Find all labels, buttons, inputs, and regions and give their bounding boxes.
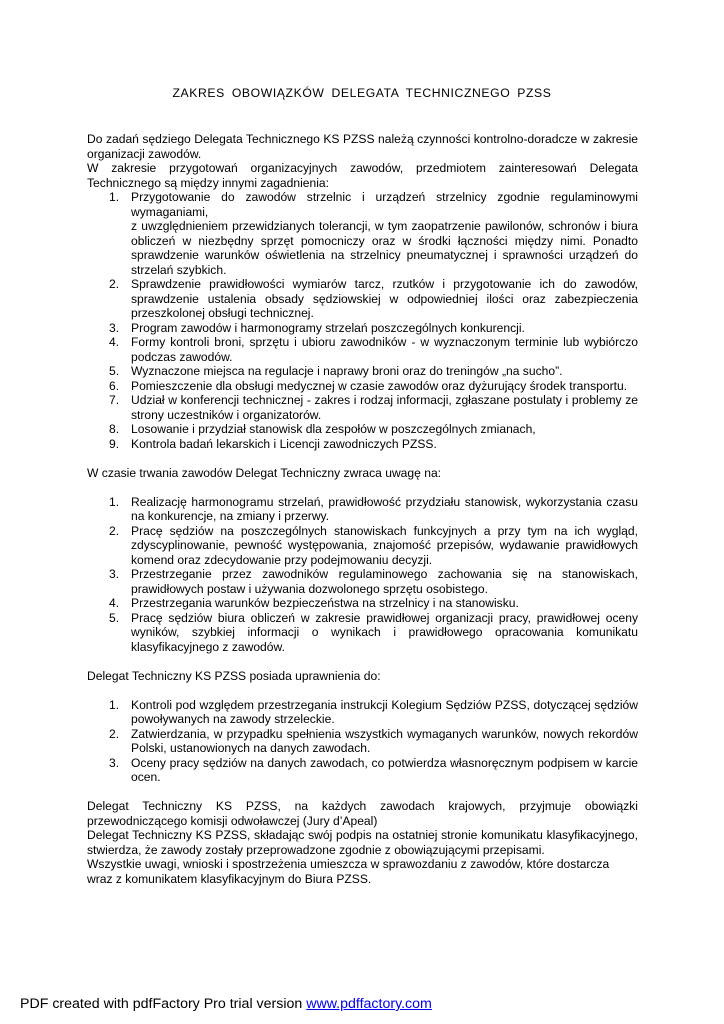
- list-item: [87, 422, 638, 437]
- list-item-text: Zatwierdzania, w przypadku spełnienia wszystkich wymaganych warunków, nowych rekordów Polski, ustanowionych na danych zawodach.: [131, 726, 638, 755]
- list-number: 5.: [109, 364, 120, 378]
- list-item: [87, 393, 638, 422]
- list-item-text: Kontrola badań lekarskich i Licencji zawodniczych PZSS.: [131, 436, 437, 451]
- list-number: 1.: [109, 494, 120, 509]
- list-item: [87, 495, 638, 524]
- list-item: [87, 698, 638, 727]
- list-item-text: Program zawodów i harmonogramy strzelań poszczególnych konkurencji.: [131, 320, 525, 335]
- list-item: [87, 379, 638, 394]
- list-item-text: Udział w konferencji technicznej - zakres i rodzaj informacji, zgłaszane postulaty i problemy ze strony uczestników i organizatorów.: [131, 393, 638, 422]
- list-item-text: Sprawdzenie prawidłowości wymiarów tarcz, rzutków i przygotowanie ich do zawodów, sprawdzenie ustalenia obsady sędziowskiej w odpowiedniej ilości oraz zabezpieczenia przeszkolonej obsługi technicznej.: [131, 277, 638, 320]
- list-item-text: Przestrzegania warunków bezpieczeństwa na strzelnicy i na stanowisku.: [131, 596, 519, 610]
- list-item: [87, 321, 638, 336]
- list-item-continuation: z uwzględnieniem przewidzianych tolerancji, w tym zaopatrzenie pawilonów, schronów i biura obliczeń w niezbędny sprzęt pomocniczy oraz w środki łączności między nimi. Ponadto sprawdzenie warunków oświetlenia na strzelnicy pneumatycznej i sprawności urządzeń do strzelań szybkich.: [131, 219, 638, 277]
- powers-list: [87, 698, 638, 785]
- intro-paragraph-1: Do zadań sędziego Delegata Technicznego KS PZSS należą czynności kontrolno-doradcze w zakresie organizacji zawodów.: [87, 132, 638, 161]
- list-number: 5.: [109, 610, 120, 625]
- pdffactory-link[interactable]: www.pdffactory.com: [306, 996, 432, 1012]
- list-item-text: Realizację harmonogramu strzelań, prawidłowość przydziału stanowisk, wykorzystania czasu na konkurencje, na zmiany i przerwy.: [131, 494, 638, 523]
- list-item: [87, 567, 638, 596]
- list-item-text: Oceny pracy sędziów na danych zawodach, co potwierdza własnoręcznym podpisem w karcie ocen.: [131, 755, 638, 784]
- list-item: [87, 190, 638, 277]
- closing-paragraph-1: Delegat Techniczny KS PZSS, na każdych zawodach krajowych, przyjmuje obowiązki przewodniczącego komisji odwoławczej (Jury d’Apeal): [87, 799, 638, 828]
- list-item-text: Pracę sędziów biura obliczeń w zakresie prawidłowej organizacji pracy, prawidłowej oceny wyników, szybkiej informacji o wynikach i prawidłowego opracowania komunikatu klasyfikacyjnego z zawodów.: [131, 610, 638, 654]
- list-number: 4.: [109, 596, 120, 610]
- list-number: 6.: [109, 378, 120, 393]
- list-item-text: Przygotowanie do zawodów strzelnic i urządzeń strzelnicy zgodnie regulaminowymi wymaganiami,: [131, 190, 638, 219]
- document-title: ZAKRES OBOWIĄZKÓW DELEGATA TECHNICZNEGO PZSS: [172, 86, 552, 100]
- list-number: 9.: [109, 436, 120, 451]
- document-body: [87, 132, 638, 886]
- during-competition-list: [87, 495, 638, 655]
- list-item-text: Przestrzeganie przez zawodników regulaminowego zachowania się na stanowiskach, prawidłowych postaw i używania dozwolonego sprzętu osobistego.: [131, 567, 638, 596]
- list-number: 4.: [109, 335, 120, 349]
- closing-paragraph-2: Delegat Techniczny KS PZSS, składając swój podpis na ostatniej stronie komunikatu klasyfikacyjnego, stwierdza, że zawody zostały przeprowadzone zgodnie z obowiązującymi przepisami.: [87, 828, 638, 857]
- footer-text: PDF created with pdfFactory Pro trial version: [20, 996, 307, 1012]
- list-number: 3.: [109, 320, 120, 335]
- list-number: 8.: [109, 422, 120, 436]
- list-item-text: Pracę sędziów na poszczególnych stanowiskach funkcyjnych a przy tym na ich wygląd, zdyscyplinowanie, pewność występowania, znajomość przepisów, wydawanie prawidłowych komend oraz zdecydowanie przy podejmowaniu decyzji.: [131, 523, 638, 567]
- list-number: 2.: [109, 277, 120, 291]
- list-item: [87, 335, 638, 364]
- closing-paragraph-4: wraz z komunikatem klasyfikacyjnym do Biura PZSS.: [87, 871, 372, 886]
- list-number: 2.: [109, 726, 120, 741]
- section-3-heading: Delegat Techniczny KS PZSS posiada uprawnienia do:: [87, 668, 381, 683]
- list-item-text: Wyznaczone miejsca na regulacje i naprawy broni oraz do treningów „na sucho”.: [131, 364, 563, 378]
- list-item: [87, 756, 638, 785]
- list-number: 3.: [109, 755, 120, 770]
- closing-paragraph-3: Wszystkie uwagi, wnioski i spostrzeżenia umieszcza w sprawozdaniu z zawodów, które dostarcza: [87, 857, 610, 871]
- list-item: [87, 277, 638, 321]
- intro-paragraph-2: W zakresie przygotowań organizacyjnych zawodów, przedmiotem zainteresowań Delegata Technicznego są między innymi zagadnienia:: [87, 161, 638, 190]
- list-item-text: Pomieszczenie dla obsługi medycznej w czasie zawodów oraz dyżurujący środek transportu.: [131, 378, 628, 393]
- list-item-text: Kontroli pod względem przestrzegania instrukcji Kolegium Sędziów PZSS, dotyczącej sędziów powoływanych na zawody strzeleckie.: [131, 697, 638, 726]
- list-item: [87, 437, 638, 452]
- list-item-text: Formy kontroli broni, sprzętu i ubioru zawodników - w wyznaczonym terminie lub wybiórczo podczas zawodów.: [131, 335, 638, 364]
- list-item: [87, 524, 638, 568]
- list-item: [87, 611, 638, 655]
- list-number: 1.: [109, 697, 120, 712]
- preparation-list: [87, 190, 638, 451]
- list-item: [87, 596, 638, 611]
- list-number: 3.: [109, 567, 120, 581]
- list-number: 7.: [109, 393, 120, 407]
- list-item: [87, 727, 638, 756]
- list-number: 1.: [109, 190, 120, 204]
- list-item-text: Losowanie i przydział stanowisk dla zespołów w poszczególnych zmianach,: [131, 422, 536, 436]
- pdf-footer: [20, 995, 432, 1013]
- list-item: [87, 364, 638, 379]
- section-2-heading: W czasie trwania zawodów Delegat Techniczny zwraca uwagę na:: [87, 465, 442, 480]
- list-number: 2.: [109, 523, 120, 538]
